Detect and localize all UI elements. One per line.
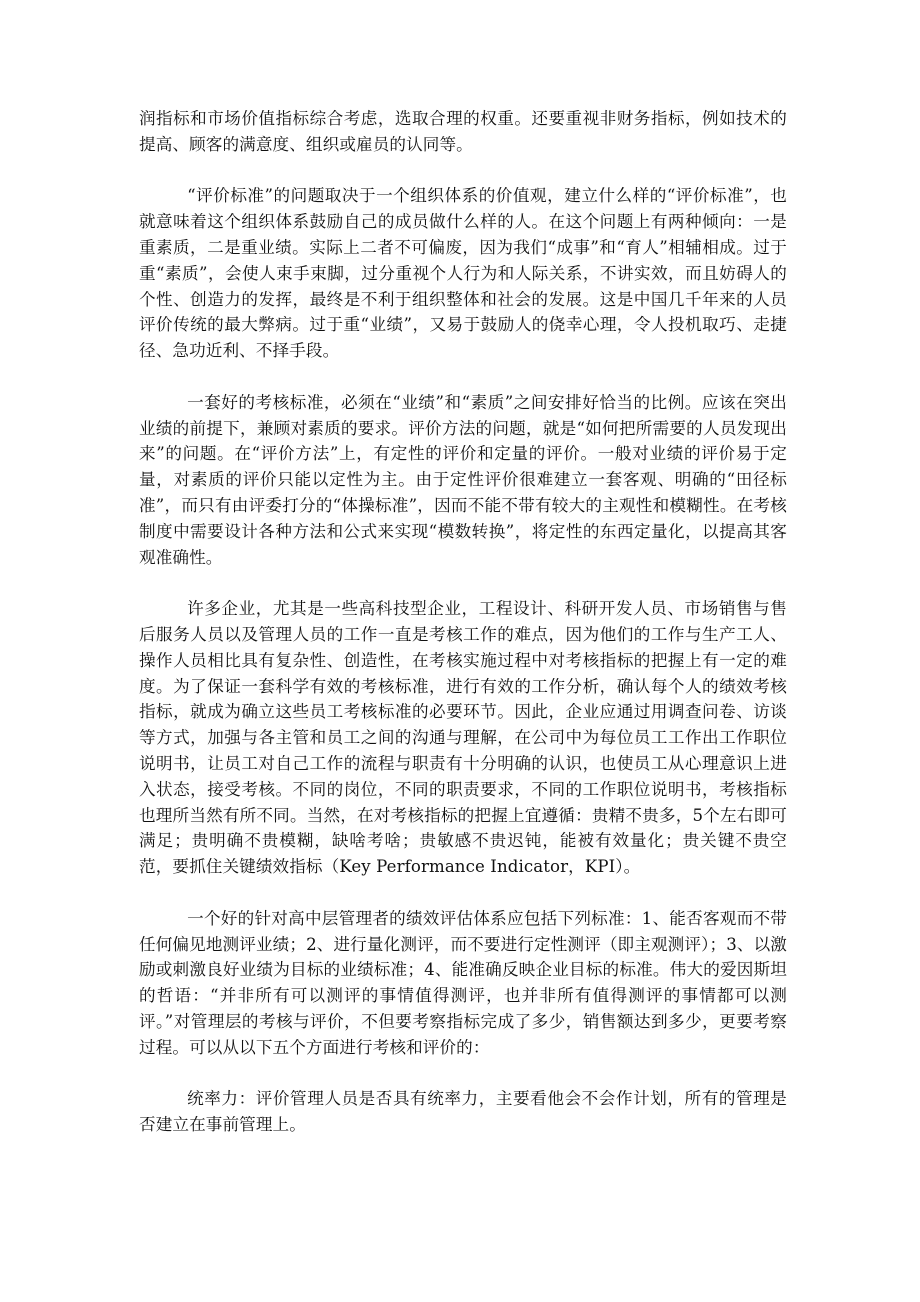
document-page bbox=[139, 106, 787, 1164]
paragraph-evaluation-standard: “评价标准”的问题取决于一个组织体系的价值观，建立什么样的“评价标准”，也就意味着这个组织体系鼓励自己的成员做什么样的人。在这个问题上有两种倾向：一是重素质，二是重业绩。实际上二者不可偏废，因为我们“成事”和“育人”相辅相成。过于重“素质”，会使人束手束脚，过分重视个人行为和人际关系，不讲实效，而且妨碍人的个性、创造力的发挥，最终是不利于组织整体和社会的发展。这是中国几千年来的人员评价传统的最大弊病。过于重“业绩”，又易于鼓励人的侥幸心理，令人投机取巧、走捷径、急功近利、不择手段。 bbox=[139, 186, 787, 361]
paragraph-weighting-continuation: 润指标和市场价值指标综合考虑，选取合理的权重。还要重视非财务指标，例如技术的提高、顾客的满意度、组织或雇员的认同等。 bbox=[139, 109, 787, 154]
paragraph-assessment-method: 一套好的考核标准，必须在“业绩”和“素质”之间安排好恰当的比例。应该在突出业绩的前提下，兼顾对素质的要求。评价方法的问题，就是“如何把所需要的人员发现出来”的问题。在“评价方法”上，有定性的评价和定量的评价。一般对业绩的评价易于定量，对素质的评价只能以定性为主。由于定性评价很难建立一套客观、明确的“田径标准”，而只有由评委打分的“体操标准”，因而不能不带有较大的主观性和模糊性。在考核制度中需要设计各种方法和公式来实现“模数转换”，将定性的东西定量化，以提高其客观准确性。 bbox=[139, 392, 787, 567]
paragraph-manager-evaluation: 一个好的针对高中层管理者的绩效评估体系应包括下列标准：1、能否客观而不带任何偏见地测评业绩；2、进行量化测评，而不要进行定性测评（即主观测评）；3、以激励或刺激良好业绩为目标的业绩标准；4、能准确反映企业目标的标准。伟大的爱因斯坦的哲语：“并非所有可以测评的事情值得测评，也并非所有值得测评的事情都可以测评。”对管理层的考核与评价，不但要考察指标完成了多少，销售额达到多少，更要考察过程。可以从以下五个方面进行考核和评价的： bbox=[139, 908, 787, 1057]
paragraph-leadership: 统率力：评价管理人员是否具有统率力，主要看他会不会作计划，所有的管理是否建立在事前管理上。 bbox=[139, 1089, 787, 1135]
paragraph-kpi-indicators: 许多企业，尤其是一些高科技型企业，工程设计、科研开发人员、市场销售与售后服务人员以及管理人员的工作一直是考核工作的难点，因为他们的工作与生产工人、操作人员相比具有复杂性、创造性，在考核实施过程中对考核指标的把握上有一定的难度。为了保证一套科学有效的考核标准，进行有效的工作分析，确认每个人的绩效考核指标，就成为确立这些员工考核标准的必要环节。因此，企业应通过用调查问卷、访谈等方式，加强与各主管和员工之间的沟通与理解，在公司中为每位员工工作出工作职位说明书，让员工对自己工作的流程与职责有十分明确的认识，也使员工从心理意识上进入状态，接受考核。不同的岗位，不同的职责要求，不同的工作职位说明书，考核指标也理所当然有所不同。当然，在对考核指标的把握上宜遵循：贵精不贵多，5个左右即可满足；贵明确不贵模糊，缺啥考啥；贵敏感不贵迟钝，能被有效量化；贵关键不贵空范，要抓住关键绩效指标（Key Performance Indicator，KPI）。 bbox=[139, 599, 787, 877]
